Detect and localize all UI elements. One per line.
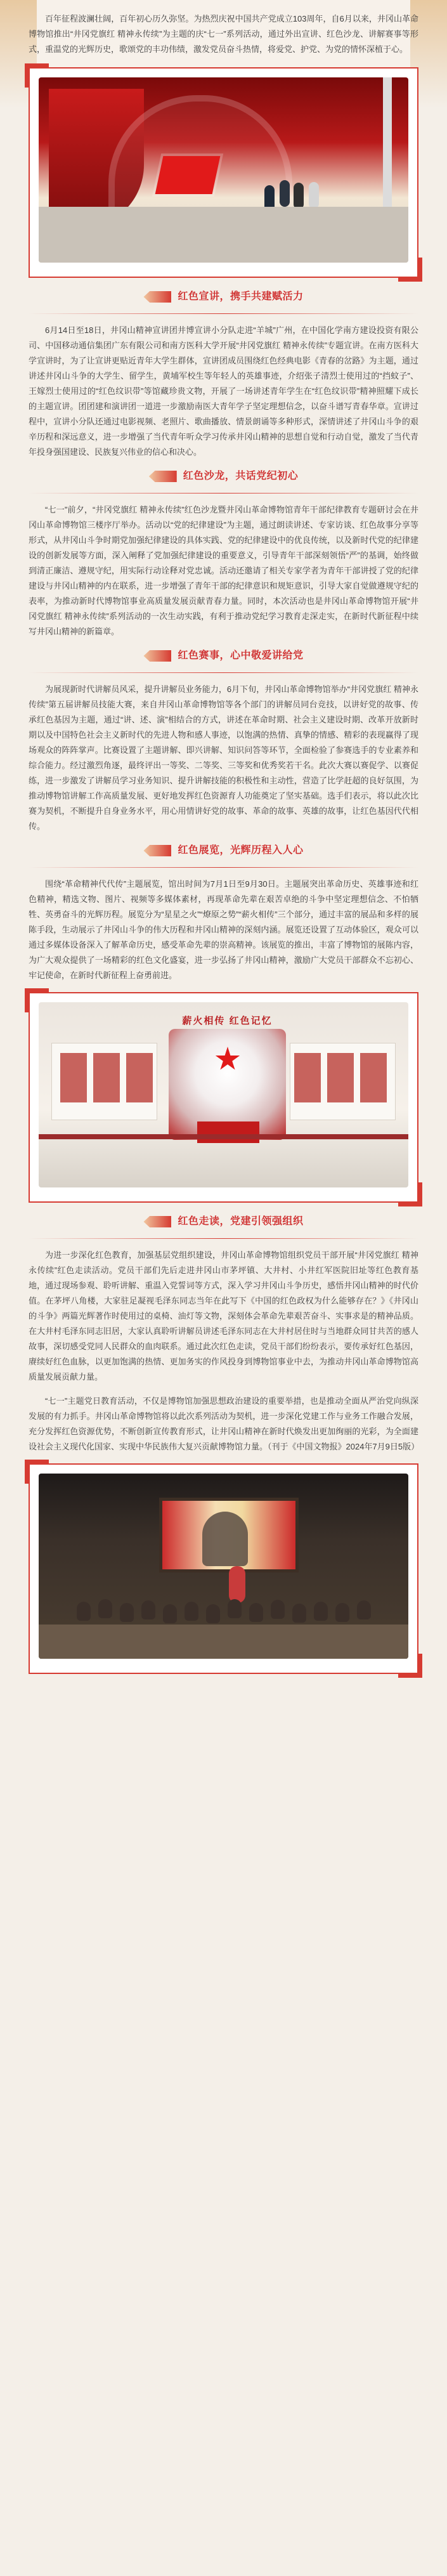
intro-paragraph: 百年征程波澜壮阔，百年初心历久弥坚。为热烈庆祝中国共产党成立103周年，自6月以来，井冈山革命博物馆推出“井冈党旗红 精神永传续”为主题的庆“七一”系列活动，通过外出宣讲、红色沙龙、讲解赛事等形式，重温党的光辉历史，歌颂党的丰功伟绩，激发党员奋斗热情，将爱党、护党、为党的情怀深植于心。: [29, 14, 418, 54]
visitor-figure: [309, 182, 319, 209]
lecture-classroom-photo: [39, 1474, 408, 1659]
section-title: 红色赛事，心中敬爱讲给党: [178, 650, 304, 661]
section-paragraph: 为展现新时代讲解员风采，提升讲解员业务能力，6月下旬，井冈山革命博物馆举办“井冈党旗红 精神永传续”第五届讲解员技能大赛，来自井冈山革命博物馆等各个部门的讲解员同台竞技，以讲好党的故事、传承红色基因为主题，通过“讲、述、演”相结合的方式，讲述在革命时期、社会主义建设时期、改革开放新时期以及中国特色社会主义新时代的先进人物和感人事迹，以饱满的热情、真挚的情感、精彩的表现赢得了现场观众的阵阵掌声。比赛设置了主题讲解、即兴讲解、知识问答等环节，全面检验了参赛选手的专业素养和综合能力。经过激烈角逐，最终评出一等奖、二等奖、三等奖和优秀奖若干名。此次大赛以赛促学、以赛促练，进一步激发了讲解员学习业务知识、提升讲解技能的积极性和主动性，营造了比学赶超的良好氛围，为推动博物馆讲解工作高质量发展、更好地发挥红色资源育人功能奠定了坚实基础。选手们表示，将以此次比赛为契机，不断提升自身业务水平，用心用情讲好党的故事、革命的故事、英雄的故事，让红色基因代代相传。: [29, 684, 418, 831]
screen-portrait: [202, 1512, 248, 1566]
section-paragraph: 为进一步深化红色教育，加强基层党组织建设，井冈山革命博物馆组织党员干部开展“井冈党旗红 精神永传续”红色走读活动。党员干部们先后走进井冈山市茅坪镇、大井村、小井红军医院旧址等红色教育基地，通过现场参观、聆听讲解、重温入党誓词等方式，深入学习井冈山斗争历史，感悟井冈山精神的时代价值。在茅坪八角楼，大家驻足凝视毛泽东同志当年在此写下《中国的红色政权为什么能够存在？》《井冈山的斗争》两篇光辉著作时使用过的桌椅、油灯等文物，深刻体会革命先辈艰苦奋斗、实事求是的精神品质。在大井村毛泽东同志旧居，大家认真聆听讲解员讲述毛泽东同志在大井村居住时与当地群众同甘共苦的感人故事，深切感受党同人民群众的血肉联系。通过此次红色走读，党员干部们纷纷表示，要传承好红色基因，赓续好红色血脉，以更加饱满的热情、更加务实的作风投身到博物馆事业中去，为推动井冈山革命博物馆高质量发展贡献力量。: [29, 1250, 418, 1382]
section-heading-5: [29, 1214, 418, 1229]
audience-member: [98, 1599, 112, 1618]
heading-marker-icon: [143, 650, 171, 662]
heading-marker-icon: [143, 1216, 171, 1227]
audience-member: [185, 1602, 198, 1621]
photo-card-2: [29, 992, 418, 1203]
display-panel: [327, 1053, 354, 1102]
photo-card-1: [29, 67, 418, 278]
section-title: 红色展览，光辉历程入人心: [178, 845, 304, 856]
section-paragraph: 围绕“革命精神代代传”主题展览，馆出时间为7月1日至9月30日。主题展突出革命历史、英雄事迹和红色精神，精选文物、图片、视频等多媒体素材，再现革命先辈在艰苦卓绝的斗争中坚定理想信念、不怕牺牲、英勇奋斗的光辉历程。展览分为“星星之火”“燎原之势”“薪火相传”三个部分，通过丰富的展品和多样的展陈手段，生动展示了井冈山斗争的伟大历程和井冈山精神的深刻内涵。展览还设置了互动体验区，观众可以通过多媒体设备深入了解革命历史，感受革命先辈的崇高精神。该展览的推出，丰富了博物馆的展陈内容，为广大观众提供了一场精彩的红色文化盛宴，进一步弘扬了井冈山精神，激励广大党员干部群众不忘初心、牢记使命，在新时代新征程上奋勇前进。: [29, 879, 418, 980]
section-heading-2: [29, 469, 418, 484]
section-title: 红色走读，党建引领强组织: [178, 1216, 304, 1227]
audience-member: [228, 1599, 242, 1618]
section-paragraph: “七一”主题党日教育活动，不仅是博物馆加强思想政治建设的重要举措，也是推动全面从严治党向纵深发展的有力抓手。井冈山革命博物馆将以此次系列活动为契机，进一步深化党建工作与业务工作融合发展，充分发挥红色资源优势，不断创新宣传教育形式，让井冈山精神在新时代焕发出更加绚丽的光彩，为全面建设社会主义现代化国家、实现中华民族伟大复兴贡献博物馆力量。（刊于《中国文物报》2024年7月9日5版）: [29, 1396, 420, 1451]
exhibition-rail: [39, 1134, 408, 1139]
hall-floor: [39, 207, 408, 263]
display-panel: [93, 1053, 120, 1102]
display-panel: [60, 1053, 87, 1102]
audience-member: [141, 1600, 155, 1619]
audience-member: [357, 1600, 371, 1619]
audience-member: [292, 1604, 306, 1623]
audience-member: [206, 1604, 220, 1623]
section-divider: [29, 672, 418, 673]
section-paragraph: 6月14日至18日，井冈山精神宣讲团井博宣讲小分队走进“羊城”广州，在中国化学南方建设投资有限公司、中国移动通信集团广东有限公司和南方医科大学开展“井冈党旗红 精神永传续”专题宣讲。在南方医科大学宣讲时，为了让宣讲更贴近青年大学生群体，宣讲团成员围绕红色经典电影《青春的岔路》为主题，通过讲述井冈山斗争的大学生、留学生，黄埔军校生等年轻人的英雄事迹，介绍张子清烈士使用过的“挡蚊子”、王嫁烈士使用过的“红色纹识带”等馆藏珍贵文物，开展了一场讲述青年学生在“红色纹识带”精神照耀下成长的主题宣讲。团团建和演讲团一道进一步激励南医大青年学子坚定理想信念，以奋斗谱写青春华章。宣讲过程中，宣讲小分队还通过电影视频、老照片、歌曲播放、情景朗诵等多种形式，深情讲述了井冈山斗争的艰辛历程和深远意义，进一步增强了当代青年听众学习传承井冈山精神的思想自觉和行动自觉，激发了当代青年投身强国建设、民族复兴伟业的信心和决心。: [29, 325, 418, 457]
heading-marker-icon: [143, 845, 171, 856]
party-flag-sculpture: [155, 156, 221, 194]
display-panel: [360, 1053, 387, 1102]
audience-member: [77, 1602, 91, 1621]
speaker-figure: [229, 1566, 245, 1603]
photo-scene-exhibit: [39, 1002, 408, 1187]
section-heading-3: [29, 648, 418, 664]
exhibition-hall-photo: [39, 1002, 408, 1187]
sculpture-pedestal: [197, 1121, 259, 1143]
section-divider: [29, 1238, 418, 1239]
audience-member: [314, 1602, 328, 1621]
section-divider: [29, 493, 418, 494]
heading-marker-icon: [149, 471, 177, 482]
visitor-figure: [280, 180, 290, 207]
visitor-figure: [294, 183, 304, 209]
classroom-desks: [39, 1625, 408, 1659]
audience-member: [163, 1604, 177, 1623]
article-content: [29, 11, 418, 1685]
section-heading-4: [29, 843, 418, 858]
section-title: 红色沙龙，共话党纪初心: [183, 471, 299, 481]
section-divider: [29, 867, 418, 868]
audience-member: [271, 1600, 285, 1619]
photo-scene-red-hall: [39, 77, 408, 263]
section-paragraph: “七一”前夕，“井冈党旗红 精神永传续”红色沙龙暨井冈山革命博物馆青年干部纪律教育专题研讨会在井冈山革命博物馆三楼序厅举办。活动以“党的纪律建设”为主题，通过朗读讲述、专家访谈、红色故事分享等形式，从井冈山斗争时期党加强纪律建设的具体实践、党的纪律建设中的优良传统，以及新时代党的纪律建设的创新发展等方面，深入阐释了党加强纪律建设的重要意义，引导青年干部深刻领悟“严”的基调，始终做到清正廉洁、遵规守纪，用实际行动诠释对党忠诚。活动还邀请了相关专家学者为青年干部讲授了党的纪律建设与井冈山精神的内在联系，进一步增强了青年干部的纪律意识和规矩意识，引导大家自觉做遵规守纪的表率，为推动新时代博物馆事业高质量发展贡献青春力量。同时，本次活动也是井冈山革命博物馆开展“井冈党旗红 精神永传续”系列活动的一次生动实践，有利于推动党纪学习教育走深走实，在新时代新征程中续写井冈山精神的新篇章。: [29, 505, 418, 636]
exhibition-banner-text: 薪火相传 红色记忆: [182, 1016, 273, 1026]
section-title: 红色宣讲，携手共建赋活力: [178, 291, 304, 302]
display-panel: [294, 1053, 321, 1102]
audience-member: [335, 1603, 349, 1622]
audience-member: [120, 1603, 134, 1622]
section-heading-1: [29, 289, 418, 304]
heading-marker-icon: [143, 291, 171, 303]
section-divider: [29, 313, 418, 314]
photo-scene-classroom: [39, 1474, 408, 1659]
audience-member: [249, 1603, 263, 1622]
red-flag-exhibition-photo: [39, 77, 408, 263]
photo-card-3: [29, 1463, 418, 1674]
display-panel: [126, 1053, 153, 1102]
